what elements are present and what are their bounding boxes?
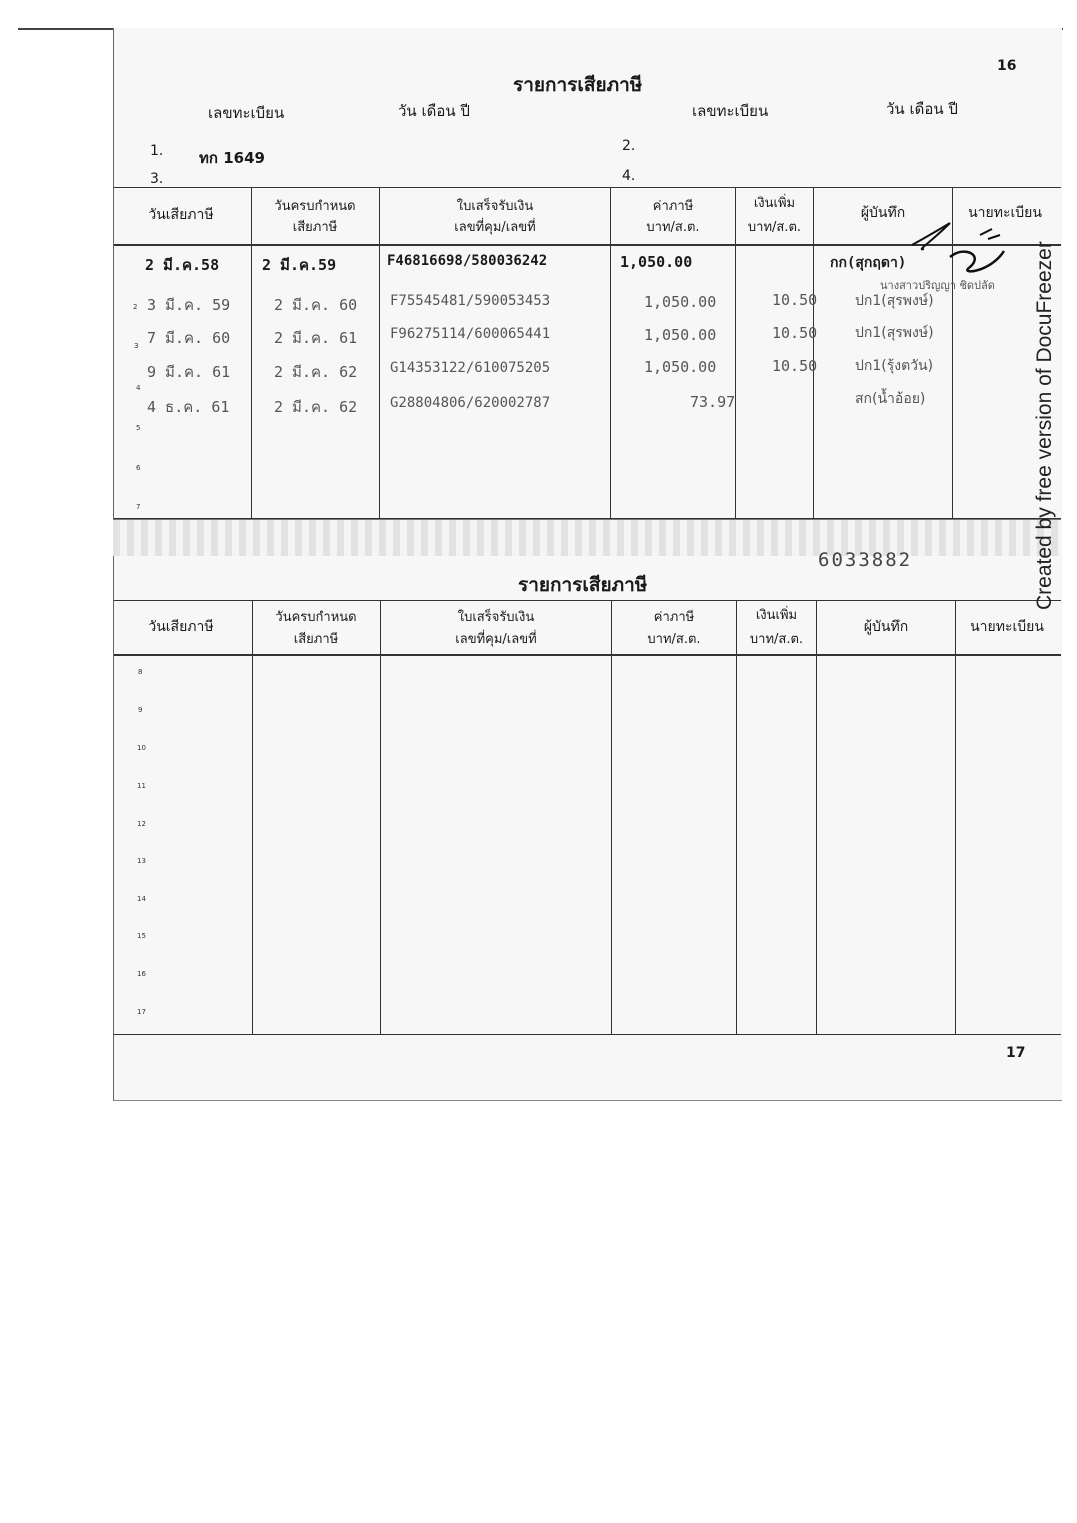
reg-label-right: เลขทะเบียน xyxy=(692,102,769,120)
date-label-right: วัน เดือน ปี xyxy=(886,100,958,118)
row4-receipt: G14353122/610075205 xyxy=(390,360,551,376)
watermark-text: Created by free version of DocuFreezer xyxy=(1033,241,1056,610)
reg-num-4: 4. xyxy=(622,168,636,184)
row2-tax: 1,050.00 xyxy=(644,293,717,311)
row4-recorder: ปก1(รุ้งตวัน) xyxy=(855,358,934,374)
signature-mark xyxy=(900,215,1020,285)
header-recorder: ผู้บันทึก xyxy=(860,205,906,221)
row-number: 7 xyxy=(136,503,141,511)
document-sheet xyxy=(113,28,1062,1101)
row3-due: 2 มี.ค. 61 xyxy=(274,329,358,347)
row5-tax: 73.97 xyxy=(690,393,736,411)
col-divider xyxy=(736,600,737,1034)
reg-num-2: 2. xyxy=(622,138,636,154)
row2-receipt: F75545481/590053453 xyxy=(390,293,551,309)
row-number: 2 xyxy=(133,303,138,311)
header-tax-1: ค่าภาษี xyxy=(653,610,695,625)
col-divider xyxy=(816,600,817,1034)
row-number: 8 xyxy=(138,668,143,676)
header-registrar: นายทะเบียน xyxy=(968,205,1042,221)
table-top-line xyxy=(114,600,1061,601)
row-number: 12 xyxy=(137,820,146,828)
row5-date: 4 ธ.ค. 61 xyxy=(147,398,230,416)
header-tax-2: บาท/ส.ต. xyxy=(646,220,700,235)
band-number: 6033882 xyxy=(818,549,913,571)
header-due-date-1: วันครบกำหนด xyxy=(275,610,357,625)
header-due-date-2: เสียภาษี xyxy=(293,632,339,647)
section-title-bottom: รายการเสียภาษี xyxy=(518,574,648,596)
header-tax-1: ค่าภาษี xyxy=(652,199,694,214)
row-number: 15 xyxy=(137,932,146,940)
header-receipt-2: เลขที่คุม/เลขที่ xyxy=(455,632,537,647)
header-receipt-2: เลขที่คุม/เลขที่ xyxy=(454,220,536,235)
row-number: 13 xyxy=(137,857,146,865)
row1-recorder: กก(สุกฤดา) xyxy=(830,255,907,271)
row-number: 14 xyxy=(137,895,146,903)
row3-surcharge: 10.50 xyxy=(772,324,818,342)
row-number: 16 xyxy=(137,970,146,978)
table-header-line xyxy=(114,654,1061,656)
table-bottom-line xyxy=(114,1034,1061,1035)
middle-band xyxy=(113,519,1061,556)
page-number-top: 16 xyxy=(997,58,1017,74)
row4-due: 2 มี.ค. 62 xyxy=(274,363,358,381)
header-due-date-1: วันครบกำหนด xyxy=(274,199,356,214)
table-bottom-line xyxy=(114,518,1061,519)
header-due-date-2: เสียภาษี xyxy=(292,220,338,235)
reg-num-3: 3. xyxy=(150,171,164,187)
row1-date: 2 มี.ค.58 xyxy=(145,256,220,274)
row2-date: 3 มี.ค. 59 xyxy=(147,296,231,314)
header-surcharge-1: เงินเพิ่ม xyxy=(755,608,798,623)
header-tax-2: บาท/ส.ต. xyxy=(647,632,701,647)
row1-receipt: F46816698/580036242 xyxy=(387,253,548,269)
row-number: 10 xyxy=(137,744,146,752)
row5-recorder: สก(น้ำอ้อย) xyxy=(855,391,926,407)
header-recorder: ผู้บันทึก xyxy=(863,619,909,635)
row-number: 6 xyxy=(136,464,141,472)
header-surcharge-2: บาท/ส.ต. xyxy=(747,220,802,235)
date-label-left: วัน เดือน ปี xyxy=(398,102,470,120)
row2-due: 2 มี.ค. 60 xyxy=(274,296,358,314)
row3-date: 7 มี.ค. 60 xyxy=(147,329,231,347)
col-divider xyxy=(611,600,612,1034)
row5-due: 2 มี.ค. 62 xyxy=(274,398,358,416)
header-receipt-1: ใบเสร็จรับเงิน xyxy=(456,199,534,214)
row2-surcharge: 10.50 xyxy=(772,291,818,309)
row-number: 17 xyxy=(137,1008,146,1016)
reg-num-1: 1. xyxy=(150,143,164,159)
row5-receipt: G28804806/620002787 xyxy=(390,395,551,411)
reg-value-1: ทก 1649 xyxy=(199,149,265,167)
row4-date: 9 มี.ค. 61 xyxy=(147,363,231,381)
registrar-stamp-name: นางสาวปริญญา ชิดปลัด xyxy=(880,279,995,292)
row-number: 4 xyxy=(136,384,141,392)
row3-receipt: F96275114/600065441 xyxy=(390,326,551,342)
header-tax-date: วันเสียภาษี xyxy=(148,207,214,223)
table-top-line xyxy=(114,187,1061,188)
row-number: 5 xyxy=(136,424,141,432)
row-number: 3 xyxy=(134,342,139,350)
row4-surcharge: 10.50 xyxy=(772,357,818,375)
page-number-bottom: 17 xyxy=(1006,1045,1026,1061)
col-divider xyxy=(252,600,253,1034)
col-divider xyxy=(813,187,814,518)
col-divider xyxy=(380,600,381,1034)
header-surcharge-2: บาท/ส.ต. xyxy=(749,632,804,647)
section-title-top: รายการเสียภาษี xyxy=(513,74,643,96)
row1-tax: 1,050.00 xyxy=(620,253,693,271)
row2-recorder: ปก1(สุรพงษ์) xyxy=(855,293,934,309)
col-divider xyxy=(955,600,956,1034)
header-registrar: นายทะเบียน xyxy=(970,619,1044,635)
row4-tax: 1,050.00 xyxy=(644,358,717,376)
row-number: 9 xyxy=(138,706,143,714)
row1-due: 2 มี.ค.59 xyxy=(262,256,337,274)
row3-tax: 1,050.00 xyxy=(644,326,717,344)
row3-recorder: ปก1(สุรพงษ์) xyxy=(855,325,934,341)
header-receipt-1: ใบเสร็จรับเงิน xyxy=(457,610,535,625)
header-surcharge-1: เงินเพิ่ม xyxy=(753,196,796,211)
row-number: 11 xyxy=(137,782,146,790)
header-tax-date: วันเสียภาษี xyxy=(148,619,214,635)
reg-label-left: เลขทะเบียน xyxy=(208,104,285,122)
